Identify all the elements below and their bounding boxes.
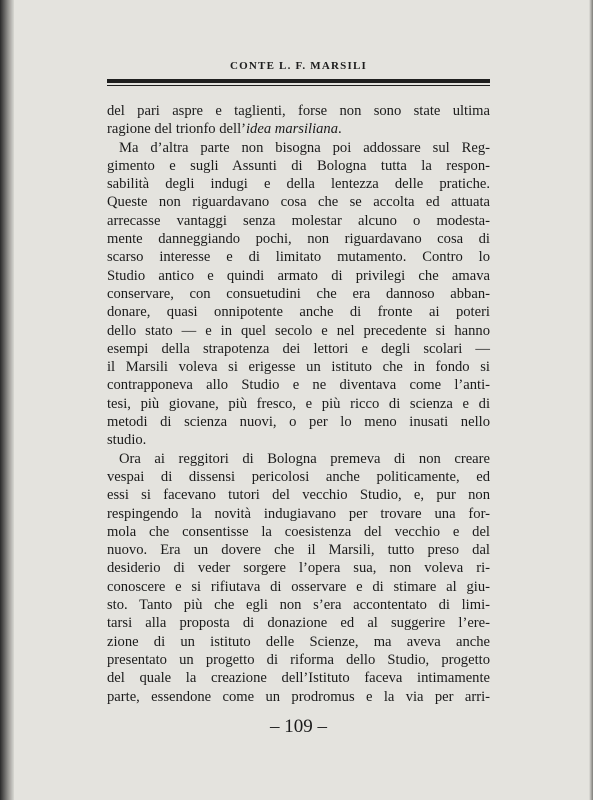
text-line: mola che consentisse la coesistenza del vecchio e del: [107, 523, 490, 540]
text-line: Ma d’altra parte non bisogna poi addossare sul Reg-: [119, 139, 490, 156]
header-rule-thick: [107, 79, 490, 83]
text-line: desiderio di veder sorgere l’opera sua, non voleva ri-: [107, 560, 490, 577]
text-line: conservare, con consuetudini che era dannoso abban-: [107, 285, 490, 302]
text-line: studio.: [107, 432, 147, 449]
body-text: [107, 102, 490, 706]
page-binding-shadow: [0, 0, 14, 800]
text-line: respingendo la novità indugiavano per trovare una for-: [107, 505, 490, 522]
italic-phrase: idea marsiliana: [246, 121, 339, 138]
text-line: metodi di scienza nuovi, o per lo meno inusati nello: [107, 414, 490, 431]
paragraph: [107, 450, 490, 706]
text-line: del pari aspre e taglienti, forse non sono state ultima: [107, 103, 490, 119]
text-line: gimento e sugli Assunti di Bologna tutta la respon-: [107, 157, 490, 174]
text-line: dello stato — e in quel secolo e nel precedente si hanno: [107, 322, 490, 339]
text-line: sabilità degli indugi e della lentezza delle pratiche.: [107, 176, 490, 193]
text-line: tesi, più giovane, più fresco, e più ricco di scienza e di: [107, 395, 490, 412]
page-number: – 109 –: [270, 716, 327, 737]
text-line: contrapponeva allo Studio e ne diventava come l’anti-: [107, 377, 490, 394]
text-line: tarsi alla proposta di donazione ed al suggerire l’ere-: [107, 615, 490, 632]
text-line: donare, quasi onnipotente anche di fronte ai poteri: [107, 304, 490, 321]
text-line: sto. Tanto più che egli non s’era accontentato di limi-: [107, 597, 490, 614]
text-line: scarso interesse e di limitato mutamento. Contro lo: [107, 249, 490, 266]
text-line: Queste non riguardavano cosa che se accolta ed attuata: [107, 194, 490, 211]
text-line: presentato un progetto di riforma dello Studio, progetto: [107, 651, 490, 668]
text-line: parte, essendone come un prodromus e la via per arri-: [107, 688, 490, 705]
running-header: CONTE L. F. MARSILI: [229, 60, 367, 72]
text-line: esempi della strapotenza dei lettori e degli scolari —: [107, 340, 490, 357]
text-line: ragione del trionfo dell’idea marsiliana.: [107, 121, 342, 138]
text-line: il Marsili voleva si erigesse un istituto che in fondo si: [107, 359, 490, 376]
text-line: mente danneggiando pochi, non riguardavano cosa di: [107, 231, 490, 248]
paragraph: [107, 102, 490, 139]
text-line: conoscere e si rifiutava di osservare e di stimare al giu-: [107, 578, 490, 595]
text-line: vespai di dissensi pericolosi anche politicamente, ed: [107, 468, 490, 485]
text-line: Studio antico e quindi armato di privilegi che amava: [107, 267, 490, 284]
text-line: arrecasse vantaggi senza molestar alcuno o modesta-: [107, 212, 490, 229]
text-line: nuovo. Era un dovere che il Marsili, tutto preso dal: [107, 542, 490, 559]
page-edge-shadow: [589, 0, 593, 800]
text-line: Ora ai reggitori di Bologna premeva di non creare: [119, 450, 490, 467]
header-rule-thin: [107, 85, 490, 86]
paragraph: [107, 139, 490, 450]
text-line: zione di un istituto delle Scienze, ma aveva anche: [107, 633, 490, 650]
text-line: del quale la creazione dell’Istituto faceva intimamente: [107, 670, 490, 687]
text-line: essi si facevano tutori del vecchio Studio, e, pur non: [107, 487, 490, 504]
